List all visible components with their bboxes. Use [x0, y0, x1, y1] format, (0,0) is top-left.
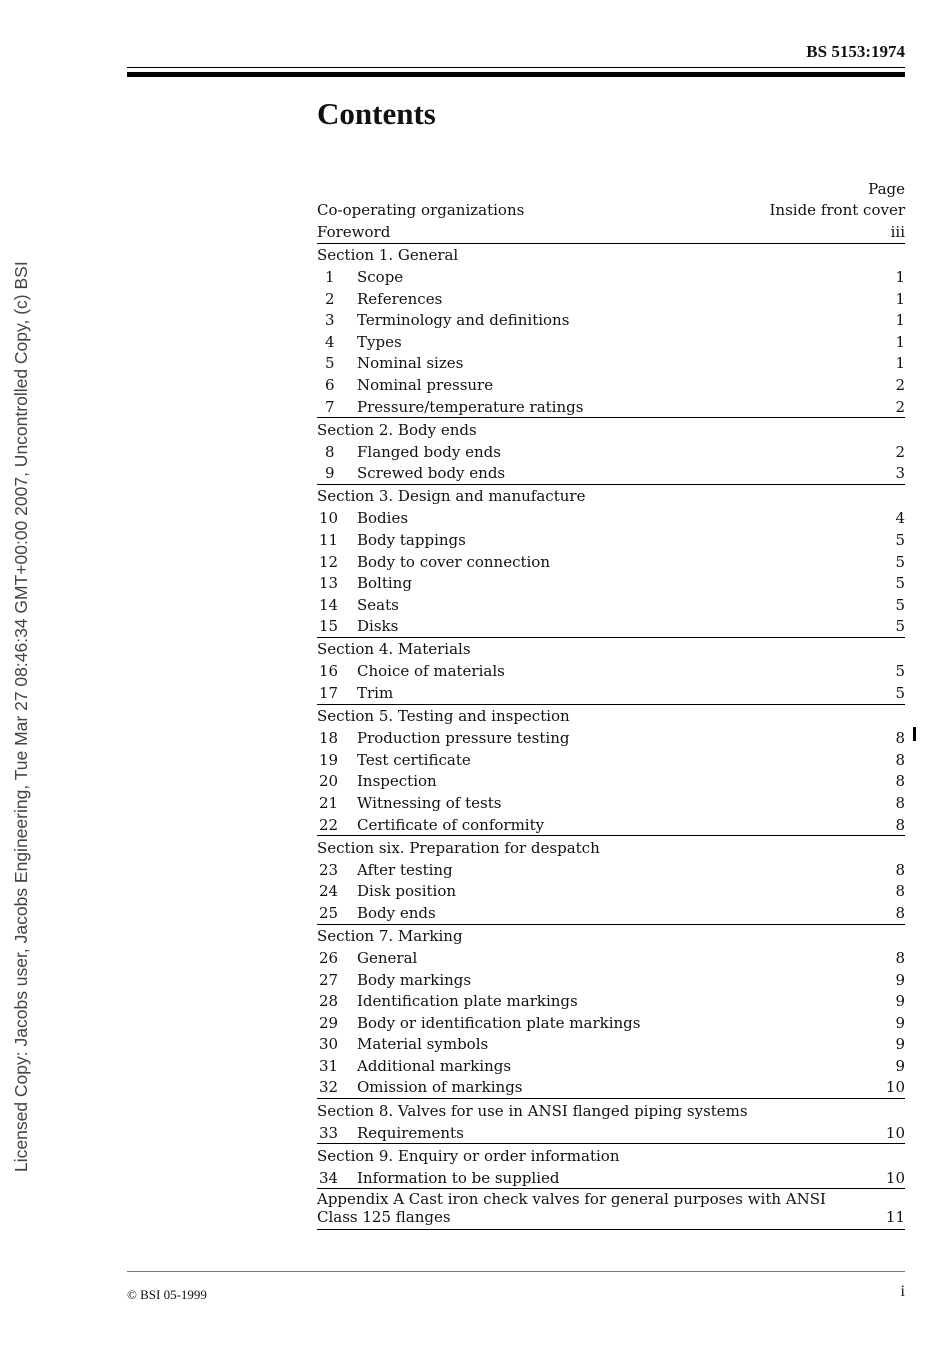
clause-page: 5: [895, 574, 905, 593]
clause-page: 9: [895, 1035, 905, 1054]
section-title: Section 3. Design and manufacture: [317, 487, 586, 506]
clause-page: 3: [895, 464, 905, 483]
clause-page: 5: [895, 595, 905, 614]
clause-page: 8: [895, 793, 905, 812]
clause-page: 2: [895, 442, 905, 461]
clause-title: Disks: [357, 617, 399, 636]
clause-number: 14: [319, 595, 339, 614]
toc-bottom-rule: [317, 1229, 905, 1230]
toc-entry[interactable]: [317, 880, 905, 902]
section-title: Section 9. Enquiry or order information: [317, 1146, 620, 1165]
document-id: BS 5153:1974: [806, 42, 905, 61]
toc-entry[interactable]: [317, 616, 905, 638]
clause-title: Body tappings: [357, 531, 466, 550]
appendix-label-line1: Appendix A Cast iron check valves for general purposes with ANSI: [317, 1190, 826, 1209]
toc-page-header: [317, 178, 905, 200]
clause-title: Witnessing of tests: [357, 793, 502, 812]
section-title: Section 7. Marking: [317, 926, 463, 945]
clause-page: 5: [895, 662, 905, 681]
clause-number: 6: [325, 376, 335, 395]
clause-page: 9: [895, 970, 905, 989]
clause-page: 8: [895, 860, 905, 879]
toc-entry[interactable]: [317, 947, 905, 969]
toc-entry[interactable]: [317, 331, 905, 353]
clause-title: Seats: [357, 595, 399, 614]
toc-section-heading[interactable]: [317, 704, 905, 728]
section-title: Section 8. Valves for use in ANSI flanged piping systems: [317, 1101, 748, 1120]
clause-number: 22: [319, 815, 339, 834]
clause-page: 5: [895, 531, 905, 550]
toc-entry[interactable]: [317, 594, 905, 616]
toc-entry[interactable]: [317, 508, 905, 530]
clause-title: Body ends: [357, 903, 436, 922]
clause-page: 5: [895, 684, 905, 703]
clause-page: 10: [885, 1168, 905, 1187]
toc-entry[interactable]: [317, 266, 905, 288]
copyright-notice: © BSI 05-1999: [127, 1287, 207, 1302]
clause-title: Certificate of conformity: [357, 815, 545, 834]
clause-page: 1: [895, 311, 905, 330]
license-watermark: Licensed Copy: Jacobs user, Jacobs Engineering, Tue Mar 27 08:46:34 GMT+00:00 2007, Uncontrolled Copy, (c) BSI: [11, 261, 31, 1172]
toc-entry[interactable]: [317, 1034, 905, 1056]
clause-title: Terminology and definitions: [357, 311, 570, 330]
clause-number: 12: [319, 552, 339, 571]
clause-number: 19: [319, 750, 339, 769]
clause-title: Nominal pressure: [357, 376, 494, 395]
toc-section-heading[interactable]: [317, 835, 905, 859]
clause-title: Flanged body ends: [357, 442, 501, 461]
toc-entry[interactable]: [317, 859, 905, 881]
clause-number: 25: [319, 903, 339, 922]
clause-page: 8: [895, 882, 905, 901]
toc-entry[interactable]: [317, 529, 905, 551]
clause-page: 9: [895, 1056, 905, 1075]
clause-number: 2: [325, 289, 335, 308]
clause-number: 27: [319, 970, 339, 989]
toc-entry[interactable]: [317, 792, 905, 814]
clause-number: 28: [319, 992, 339, 1011]
toc-entry[interactable]: [317, 661, 905, 683]
clause-title: Types: [357, 332, 402, 351]
page-title: Contents: [317, 96, 436, 131]
clause-number: 29: [319, 1013, 339, 1032]
section-title: Section 1. General: [317, 246, 459, 265]
clause-number: 21: [319, 793, 339, 812]
section-title: Section 2. Body ends: [317, 420, 477, 439]
clause-page: 1: [895, 332, 905, 351]
toc-front-entry[interactable]: [317, 221, 905, 243]
toc-entry[interactable]: [317, 463, 905, 485]
clause-title: Omission of markings: [357, 1078, 523, 1097]
toc-section-heading[interactable]: [317, 417, 905, 441]
clause-title: Material symbols: [357, 1035, 489, 1054]
clause-title: Scope: [357, 268, 404, 287]
footer-rule: [127, 1271, 905, 1272]
clause-title: Choice of materials: [357, 662, 505, 681]
toc-entry[interactable]: [317, 374, 905, 396]
clause-title: Production pressure testing: [357, 729, 570, 748]
toc-entry[interactable]: [317, 749, 905, 771]
clause-number: 34: [319, 1168, 339, 1187]
clause-page: 9: [895, 1013, 905, 1032]
clause-title: Bolting: [357, 574, 412, 593]
clause-number: 3: [325, 311, 335, 330]
clause-title: Nominal sizes: [357, 354, 464, 373]
toc-entry[interactable]: [317, 814, 905, 836]
section-title: Section 5. Testing and inspection: [317, 707, 570, 726]
clause-title: After testing: [357, 860, 453, 879]
toc-entry[interactable]: [317, 1055, 905, 1077]
clause-title: Inspection: [357, 772, 437, 791]
clause-title: Additional markings: [357, 1056, 512, 1075]
clause-number: 16: [319, 662, 339, 681]
appendix-label-line2: Class 125 flanges: [317, 1208, 451, 1227]
toc-entry-page: Inside front cover: [769, 201, 905, 220]
toc-front-entry[interactable]: [317, 200, 905, 222]
clause-number: 18: [319, 729, 339, 748]
clause-number: 8: [325, 442, 335, 461]
toc-entry-page: iii: [890, 222, 905, 241]
toc-entry[interactable]: [317, 1077, 905, 1099]
section-title: Section six. Preparation for despatch: [317, 838, 600, 857]
clause-title: Body markings: [357, 970, 472, 989]
clause-page: 10: [885, 1078, 905, 1097]
toc-entry[interactable]: [317, 969, 905, 991]
table-of-contents: [317, 178, 905, 1230]
toc-entry[interactable]: [317, 441, 905, 463]
toc-section-heading[interactable]: [317, 1098, 905, 1122]
toc-entry-label: Co-operating organizations: [317, 201, 525, 220]
toc-appendix-entry[interactable]: [317, 1188, 905, 1226]
clause-number: 10: [319, 509, 339, 528]
clause-page: 10: [885, 1123, 905, 1142]
clause-number: 23: [319, 860, 339, 879]
clause-title: General: [357, 948, 418, 967]
clause-title: References: [357, 289, 443, 308]
page-column-header: Page: [868, 179, 905, 198]
toc-entry[interactable]: [317, 288, 905, 310]
toc-entry[interactable]: [317, 396, 905, 418]
clause-number: 32: [319, 1078, 339, 1097]
clause-page: 2: [895, 376, 905, 395]
clause-page: 1: [895, 289, 905, 308]
toc-entry[interactable]: [317, 1012, 905, 1034]
clause-number: 30: [319, 1035, 339, 1054]
clause-number: 7: [325, 397, 335, 416]
clause-title: Screwed body ends: [357, 464, 506, 483]
clause-number: 17: [319, 684, 339, 703]
clause-page: 5: [895, 552, 905, 571]
clause-title: Disk position: [357, 882, 457, 901]
clause-page: 1: [895, 268, 905, 287]
clause-title: Trim: [357, 684, 394, 703]
clause-title: Pressure/temperature ratings: [357, 397, 584, 416]
clause-page: 8: [895, 948, 905, 967]
clause-number: 24: [319, 882, 339, 901]
clause-page: 9: [895, 992, 905, 1011]
clause-number: 11: [319, 531, 339, 550]
header-rule-thick: [127, 72, 905, 77]
clause-number: 5: [325, 354, 335, 373]
header-rule-thin: [127, 67, 905, 68]
clause-number: 1: [325, 268, 335, 287]
toc-sections: [317, 243, 905, 1189]
clause-page: 8: [895, 815, 905, 834]
clause-number: 9: [325, 464, 335, 483]
toc-entry[interactable]: [317, 902, 905, 924]
clause-number: 13: [319, 574, 339, 593]
toc-section-heading[interactable]: [317, 484, 905, 508]
clause-number: 4: [325, 332, 335, 351]
toc-entry[interactable]: [317, 727, 905, 749]
clause-page: 5: [895, 617, 905, 636]
clause-page: 2: [895, 397, 905, 416]
clause-page: 4: [895, 509, 905, 528]
clause-number: 20: [319, 772, 339, 791]
clause-number: 33: [319, 1123, 339, 1142]
appendix-page: 11: [885, 1208, 905, 1227]
toc-section-heading[interactable]: [317, 637, 905, 661]
clause-title: Body or identification plate markings: [357, 1013, 641, 1032]
toc-section-heading[interactable]: [317, 1143, 905, 1167]
clause-number: 26: [319, 948, 339, 967]
clause-title: Bodies: [357, 509, 409, 528]
section-title: Section 4. Materials: [317, 640, 471, 659]
clause-page: 8: [895, 903, 905, 922]
toc-entry[interactable]: [317, 1167, 905, 1189]
toc-entry-label: Foreword: [317, 222, 391, 241]
toc-entry[interactable]: [317, 682, 905, 704]
clause-page: 8: [895, 729, 905, 748]
clause-title: Information to be supplied: [357, 1168, 560, 1187]
clause-title: Body to cover connection: [357, 552, 550, 571]
page-number: i: [900, 1283, 905, 1300]
toc-section-heading[interactable]: [317, 243, 905, 267]
toc-entry[interactable]: [317, 771, 905, 793]
toc-entry[interactable]: [317, 551, 905, 573]
clause-title: Test certificate: [357, 750, 471, 769]
toc-entry[interactable]: [317, 309, 905, 331]
clause-title: Identification plate markings: [357, 992, 578, 1011]
toc-section-heading[interactable]: [317, 924, 905, 948]
clause-number: 31: [319, 1056, 339, 1075]
toc-entry[interactable]: [317, 572, 905, 594]
clause-number: 15: [319, 617, 339, 636]
clause-page: 8: [895, 772, 905, 791]
clause-page: 8: [895, 750, 905, 769]
toc-entry[interactable]: [317, 990, 905, 1012]
clause-title: Requirements: [357, 1123, 464, 1142]
clause-page: 1: [895, 354, 905, 373]
revision-change-bar: [913, 727, 916, 741]
toc-entry[interactable]: [317, 353, 905, 375]
toc-entry[interactable]: [317, 1122, 905, 1144]
